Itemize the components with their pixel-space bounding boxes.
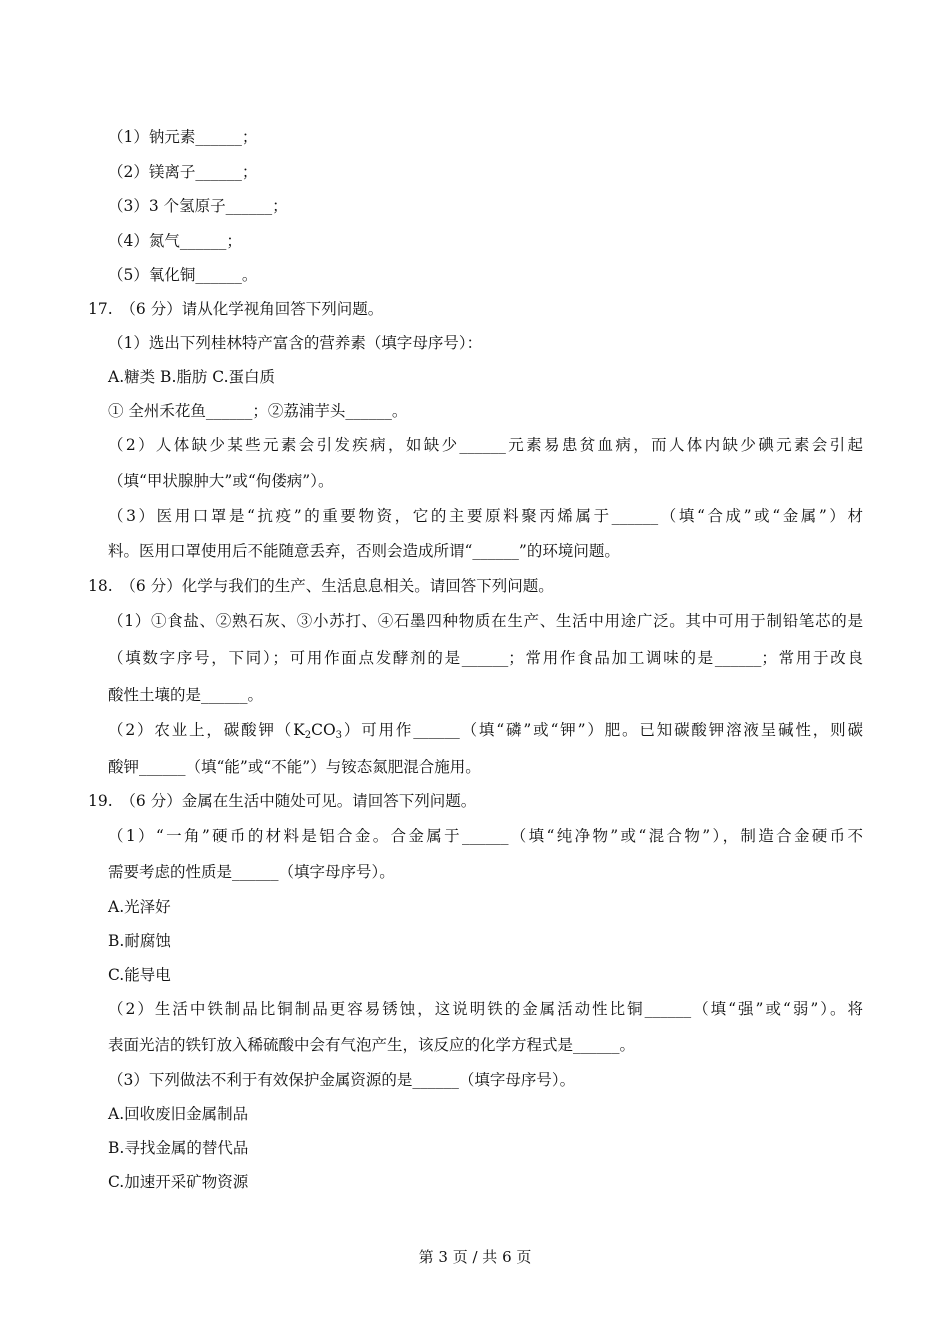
q19-part1-option-a: A.光泽好 (108, 898, 171, 916)
q18-part1-line2: （填数字序号，下同）；可用作面点发酵剂的是______；常用作食品加工调味的是______；常用于改良 (108, 649, 863, 667)
q18-part2-line2: 酸钾______（填“能”或“不能”）与铵态氮肥混合施用。 (108, 758, 481, 776)
q19-part3-option-b: B.寻找金属的替代品 (108, 1139, 249, 1157)
q16-item-4: （4）氮气______； (108, 232, 242, 250)
q19-part1-option-b: B.耐腐蚀 (108, 932, 171, 950)
q19-part2-line1: （2）生活中铁制品比铜制品更容易锈蚀，这说明铁的金属活动性比铜______（填“强”或“弱”）。将 (108, 1000, 863, 1018)
q19-part2-line2: 表面光洁的铁钉放入稀硫酸中会有气泡产生，该反应的化学方程式是______。 (108, 1036, 636, 1054)
q19-part3-option-a: A.回收废旧金属制品 (108, 1105, 249, 1123)
q18-part2-text-c: ）可用作______（填“磷”或“钾”）肥。已知碳酸钾溶液呈碱性，则碳 (342, 721, 863, 739)
q18-part2-text-a: （2）农业上，碳酸钾（K (108, 721, 305, 739)
q18-part1-line1: （1）①食盐、②熟石灰、③小苏打、④石墨四种物质在生产、生活中用途广泛。其中可用于制铅笔芯的是 (108, 612, 863, 630)
q18-part2-text-b: CO (311, 721, 336, 739)
q17-part3-line1: （3）医用口罩是“抗疫”的重要物资，它的主要原料聚丙烯属于______（填“合成”或“金属”）材 (108, 507, 863, 525)
q16-item-1: （1）钠元素______； (108, 128, 258, 146)
q19-part1-line2: 需要考虑的性质是______（填字母序号）。 (108, 863, 395, 881)
q18-part2-sub-3: 3 (335, 730, 343, 741)
q19-part1-line1: （1）“一角”硬币的材料是铝合金。合金属于______（填“纯净物”或“混合物”），制造合金硬币不 (108, 827, 863, 845)
q19-part1-option-c: C.能导电 (108, 966, 171, 984)
page-number: 第 3 页 / 共 6 页 (418, 1248, 532, 1266)
q18-part1-line3: 酸性土壤的是______。 (108, 686, 264, 704)
q17-part3-line2: 料。医用口罩使用后不能随意丢弃，否则会造成所谓“______”的环境问题。 (108, 542, 620, 560)
q17-part1: （1）选出下列桂林特产富含的营养素（填字母序号）： (108, 334, 483, 352)
q16-item-2: （2）镁离子______； (108, 163, 258, 181)
q17-title: 17. （6 分）请从化学视角回答下列问题。 (88, 300, 384, 318)
q19-part3: （3）下列做法不利于有效保护金属资源的是______（填字母序号）。 (108, 1071, 576, 1089)
q19-part3-option-c: C.加速开采矿物资源 (108, 1173, 249, 1191)
q17-part1-options: A.糖类 B.脂肪 C.蛋白质 (108, 368, 276, 386)
q19-title: 19. （6 分）金属在生活中随处可见。请回答下列问题。 (88, 792, 477, 810)
q18-part2-line1 (108, 720, 863, 740)
q18-part2-sub-2: 2 (304, 730, 312, 741)
q18-title: 18. （6 分）化学与我们的生产、生活息息相关。请回答下列问题。 (88, 577, 554, 595)
q17-part1-blanks: ① 全州禾花鱼______；②荔浦芋头______。 (108, 402, 408, 420)
q17-part2-line1: （2）人体缺少某些元素会引发疾病，如缺少______元素易患贫血病，而人体内缺少碘元素会引起 (108, 436, 863, 454)
q17-part2-line2: （填“甲状腺肿大”或“佝偻病”）。 (108, 472, 334, 490)
q16-item-5: （5）氧化铜______。 (108, 266, 258, 284)
q16-item-3: （3）3 个氢原子______； (108, 197, 288, 215)
